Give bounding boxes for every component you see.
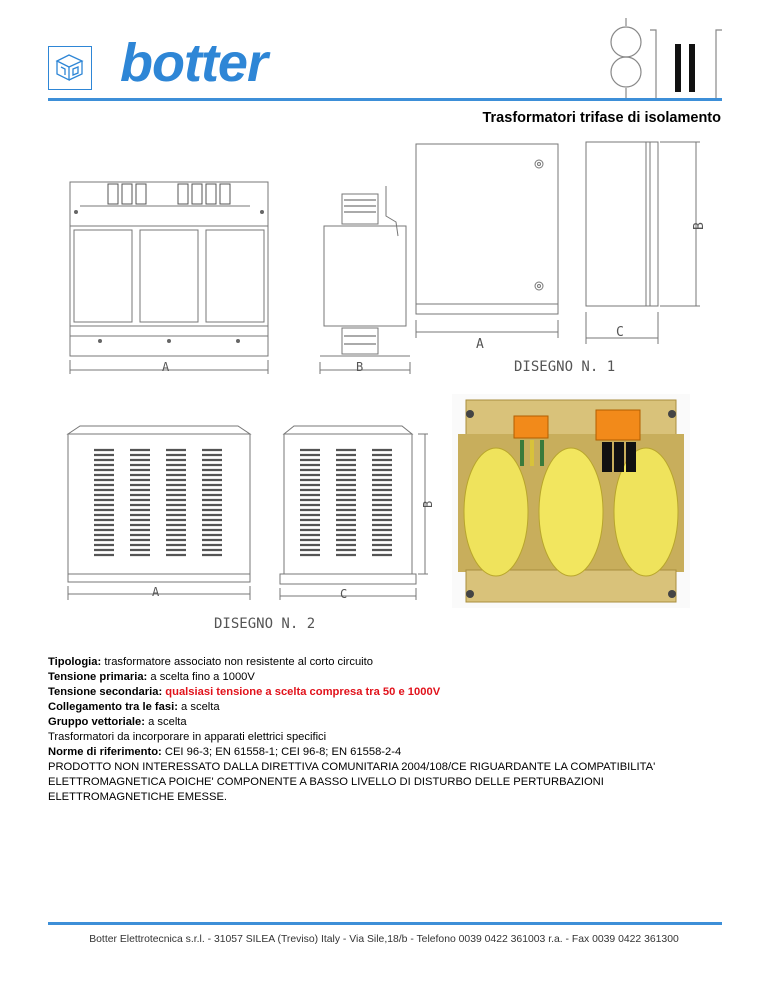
spec-tensione-primaria: Tensione primaria: a scelta fino a 1000V	[48, 671, 255, 683]
header-divider	[48, 98, 722, 101]
transformer-symbol-icon	[586, 14, 726, 104]
spec-norme: Norme di riferimento: CEI 96-3; EN 61558-1; CEI 96-8; EN 61558-2-4	[48, 746, 402, 758]
drawing-enclosure-side-view	[578, 136, 718, 348]
footer-divider	[48, 922, 722, 925]
transformer-photo	[452, 394, 690, 608]
drawing-ventilated-front-view	[60, 422, 260, 602]
svg-text:DISEGNO N. 1: DISEGNO N. 1	[514, 359, 616, 375]
dim-a-label-1: A	[162, 360, 170, 374]
dim-a-label-3: A	[152, 585, 160, 599]
brand-logo-text: botter	[120, 33, 267, 93]
spec-collegamento: Collegamento tra le fasi: a scelta	[48, 701, 220, 713]
spec-tensione-secondaria: Tensione secondaria: qualsiasi tensione a scelta compresa tra 50 e 1000V	[48, 686, 441, 698]
spec-gruppo-vettoriale: Gruppo vettoriale: a scelta	[48, 716, 187, 728]
drawing-1-caption	[512, 355, 652, 377]
dim-c-label-1: C	[616, 325, 624, 340]
drawing-ventilated-side-view	[280, 422, 440, 602]
drawing-open-front-view	[60, 176, 280, 376]
drawing-2-caption	[212, 612, 352, 634]
dim-b-label-2: B	[692, 222, 707, 230]
brand-logo-mark	[48, 46, 92, 90]
drawing-enclosure-front-view	[412, 140, 572, 350]
svg-text:DISEGNO N. 2: DISEGNO N. 2	[214, 616, 316, 632]
dim-a-label-2: A	[476, 337, 484, 352]
dim-b-label-3: B	[421, 500, 435, 508]
drawing-open-side-view	[314, 176, 414, 376]
specifications-block	[48, 655, 728, 805]
spec-tipologia: Tipologia: trasformatore associato non resistente al corto circuito	[48, 656, 373, 668]
dim-b-label-1: B	[356, 360, 364, 374]
footer-address: Botter Elettrotecnica s.r.l. - 31057 SILEA (Treviso) Italy - Via Sile,18/b - Telefono 0039 0422 361003 r.a. - Fax 0039 0422 361300	[89, 934, 679, 945]
compatibility-notice: PRODOTTO NON INTERESSATO DALLA DIRETTIVA COMUNITARIA 2004/108/CE RIGUARDANTE LA COMPATIBILITA' ELETTROMAGNETICA POICHE' COMPONENTE A BASSO LIVELLO DI DISTURBO DELLE PERTURBAZIONI ELETTROMAGNETICHE EMESSE.	[48, 761, 656, 803]
spec-incorporare: Trasformatori da incorporare in apparati elettrici specifici	[48, 731, 327, 743]
dim-c-label-2: C	[340, 587, 348, 601]
document-title: Trasformatori trifase di isolamento	[482, 110, 721, 126]
